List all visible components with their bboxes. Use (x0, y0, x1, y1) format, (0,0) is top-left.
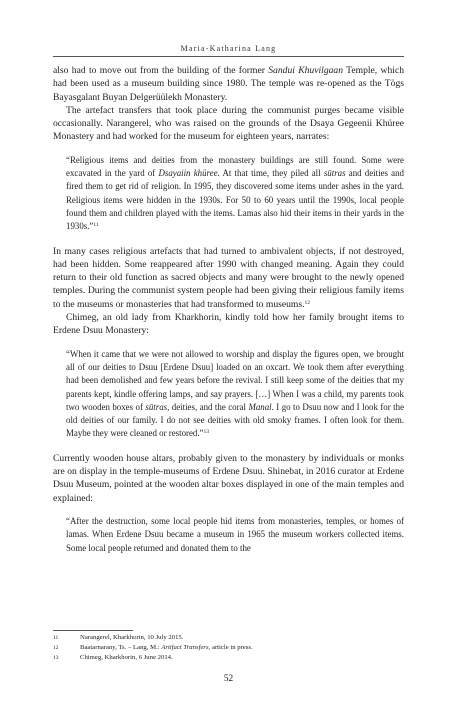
text-span: also had to move out from the building of the former (53, 65, 269, 76)
footnote-text: Narangerel, Kharkhorin, 10 July 2015. (80, 634, 184, 641)
block-quote-1 (66, 154, 404, 234)
text-span: , deities, and the coral (167, 401, 249, 412)
footnote-number: 12 (53, 645, 59, 652)
block-quote-3: “After the destruction, some local people hid items from monasteries, temples, or homes of lamas. When Erdene Dsuu became a museum in 1965 the museum workers collected items. Some local people returned and donated them to the (66, 515, 404, 553)
text-span: In many cases religious artefacts that had turned to ambivalent objects, if not destroyed, had been hidden. Some reappeared after 1990 with changed meaning. Again they could return to their old function as sacred objects and many were brought to the newly opened temples. During the communist system people had been giving their religious family items to the museums or monasteries that had transformed to museums. (53, 245, 404, 310)
footnote-item (53, 643, 404, 653)
emphasis: sūtras (145, 401, 168, 412)
footnote-ref[interactable]: 12 (304, 299, 311, 306)
text-span: . At that time, they piled all (217, 168, 324, 179)
footnote-text (80, 643, 253, 653)
paragraph-4: Chimeg, an old lady from Kharkhorin, kindly told how her family brought items to Erdene Dsuu Monastery: (53, 312, 404, 337)
footnote-item (53, 653, 404, 663)
text-span: . I go to Dsuu now and I look for the old deities of our family. I do not see deities with old smoky frames. I often look for them. Maybe they were cleaned or restored.” (66, 401, 405, 439)
text-span: Temple, which had been used as a museum building since 1980. The temple was re-opened as the Tögs Bayasgalant Buyan Delgerüülekh Monastery. (53, 65, 404, 103)
paragraph-1 (53, 64, 404, 104)
paragraph-2: The artefact transfers that took place during the communist purges became visible occasionally. Narangerel, who was raised on the grounds of the Dsaya Gegeenii Khüree Monastery and had worked for the museum for eighteen years, narrates: (53, 104, 404, 143)
emphasis: Sandui Khuvilgaan (268, 65, 344, 76)
main-text (53, 64, 404, 566)
text-span: , article in press. (208, 644, 253, 652)
text-span: and deities and fired them to get rid of religion. In 1995, they discovered some items under ashes in the yard. Religious items were hidden in the 1930s. For 50 to 60 years until the 1990s, local people found them and children played with the items. Lamas also hid their items in their yards in the 1930s.” (66, 168, 404, 232)
footnote-text: Chimeg, Kharkhorin, 6 June 2014. (80, 654, 173, 662)
text-span: Baatarnarany, Ts. – Lang, M.: (80, 644, 162, 652)
text-span: “When it came that we were not allowed to worship and display the figures open, we brought all of our deities to Dsuu [Erdene Dsuu] loaded on an oxcart. We took them after everything had been demolished and few years before the revival. I still keep some of the deities that my parents kept, kindle offering lamps, and say prayers. […] When I was a child, my parents took two wooden boxes of (66, 348, 404, 412)
emphasis: Artifact Transfers (161, 644, 209, 652)
footnotes (53, 633, 404, 664)
emphasis: Dsayaiin khüree (158, 168, 218, 179)
footnote-ref[interactable]: 13 (203, 429, 209, 436)
footnote-rule (53, 630, 133, 631)
footnote-ref[interactable]: 11 (93, 222, 99, 229)
running-head: Maria-Katharina Lang (180, 44, 277, 53)
page-number: 52 (223, 674, 234, 684)
block-quote-2 (66, 348, 404, 441)
footnote-number: 11 (53, 635, 59, 641)
paragraph-5: Currently wooden house altars, probably given to the monastery by individuals or monks are on display in the temple-museums of Erdene Dsuu. Shinebat, in 2016 curator at Erdene Dsuu Museum, pointed at the wooden altar boxes displayed in one of the main temples and explained: (53, 452, 404, 504)
text-span: “Religious items and deities from the monastery buildings are still found. Some were excavated in the yard of (66, 154, 404, 179)
header-rule (53, 56, 404, 57)
emphasis: Manal (248, 401, 272, 412)
paragraph-3 (53, 245, 404, 311)
emphasis: sūtras (323, 168, 346, 179)
footnote-number: 13 (53, 655, 59, 662)
footnote-item (53, 633, 404, 643)
